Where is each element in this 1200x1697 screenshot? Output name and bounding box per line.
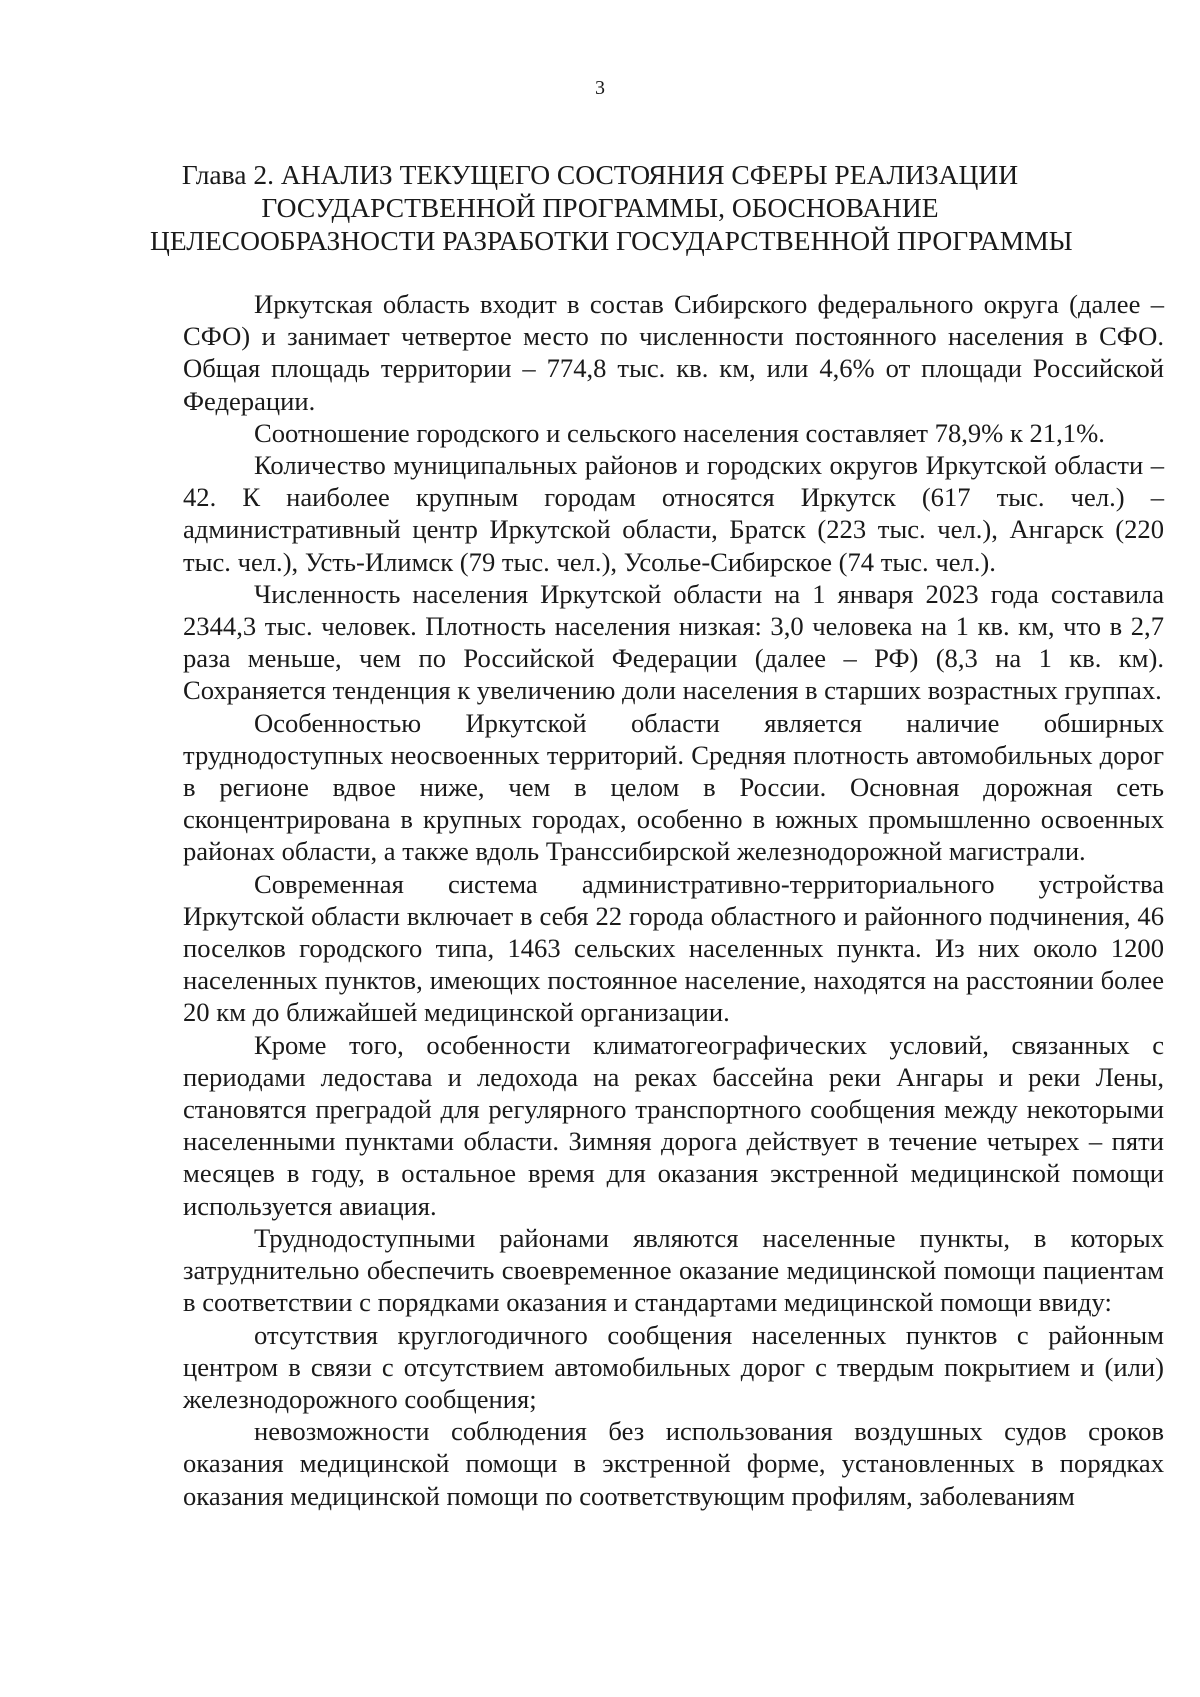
- paragraph: Современная система административно-территориального устройства Иркутской области включает в себя 22 города областного и районного подчинения, 46 поселков городского типа, 1463 сельских населенных пункта. Из них около 1200 населенных пунктов, имеющих постоянное население, находятся на расстоянии более 20 км до ближайшей медицинской организации.: [183, 868, 1164, 1028]
- paragraph: Кроме того, особенности климатогеографических условий, связанных с периодами ледостава и ледохода на реках бассейна реки Ангары и реки Лены, становятся преградой для регулярного транспортного сообщения между некоторыми населенными пунктами области. Зимняя дорога действует в течение четырех – пяти месяцев в году, в остальное время для оказания экстренной медицинской помощи используется авиация.: [183, 1029, 1164, 1221]
- chapter-title-line-2: ГОСУДАРСТВЕННОЙ ПРОГРАММЫ, ОБОСНОВАНИЕ: [261, 192, 939, 223]
- list-item: невозможности соблюдения без использования воздушных судов сроков оказания медицинской помощи в экстренной форме, установленных в порядках оказания медицинской помощи по соответствующим профилям, заболеваниям: [183, 1416, 1164, 1511]
- paragraph: Соотношение городского и сельского населения составляет 78,9% к 21,1%.: [254, 417, 1105, 448]
- paragraph: Численность населения Иркутской области на 1 января 2023 года составила 2344,3 тыс. человек. Плотность населения низкая: 3,0 человека на 1 кв. км, что в 2,7 раза меньше, чем по Российской Федерации (далее – РФ) (8,3 на 1 кв. км). Сохраняется тенденция к увеличению доли населения в старших возрастных группах.: [183, 578, 1164, 706]
- chapter-title-line-1: Глава 2. АНАЛИЗ ТЕКУЩЕГО СОСТОЯНИЯ СФЕРЫ РЕАЛИЗАЦИИ: [181, 159, 1019, 190]
- body-text: [183, 288, 1164, 1512]
- list-item: отсутствия круглогодичного сообщения населенных пунктов с районным центром в связи с отсутствием автомобильных дорог с твердым покрытием и (или) железнодорожного сообщения;: [183, 1319, 1164, 1414]
- chapter-title: [150, 158, 1073, 257]
- paragraph: Труднодоступными районами являются населенные пункты, в которых затруднительно обеспечить своевременное оказание медицинской помощи пациентам в соответствии с порядками оказания и стандартами медицинской помощи ввиду:: [183, 1222, 1164, 1318]
- paragraph: Особенностью Иркутской области является наличие обширных труднодоступных неосвоенных территорий. Средняя плотность автомобильных дорог в регионе вдвое ниже, чем в целом в России. Основная дорожная сеть сконцентрирована в крупных городах, особенно в южных промышленно освоенных районах области, а также вдоль Транссибирской железнодорожной магистрали.: [183, 707, 1164, 867]
- paragraph: Иркутская область входит в состав Сибирского федерального округа (далее – СФО) и занимает четвертое место по численности постоянного населения в СФО. Общая площадь территории – 774,8 тыс. кв. км, или 4,6% от площади Российской Федерации.: [183, 289, 1164, 416]
- chapter-title-line-3: ЦЕЛЕСООБРАЗНОСТИ РАЗРАБОТКИ ГОСУДАРСТВЕННОЙ ПРОГРАММЫ: [150, 225, 1073, 256]
- paragraph: Количество муниципальных районов и городских округов Иркутской области – 42. К наиболее крупным городам относятся Иркутск (617 тыс. чел.) – административный центр Иркутской области, Братск (223 тыс. чел.), Ангарск (220 тыс. чел.), Усть-Илимск (79 тыс. чел.), Усолье-Сибирское (74 тыс. чел.).: [183, 450, 1164, 577]
- page-number: 3: [595, 77, 605, 99]
